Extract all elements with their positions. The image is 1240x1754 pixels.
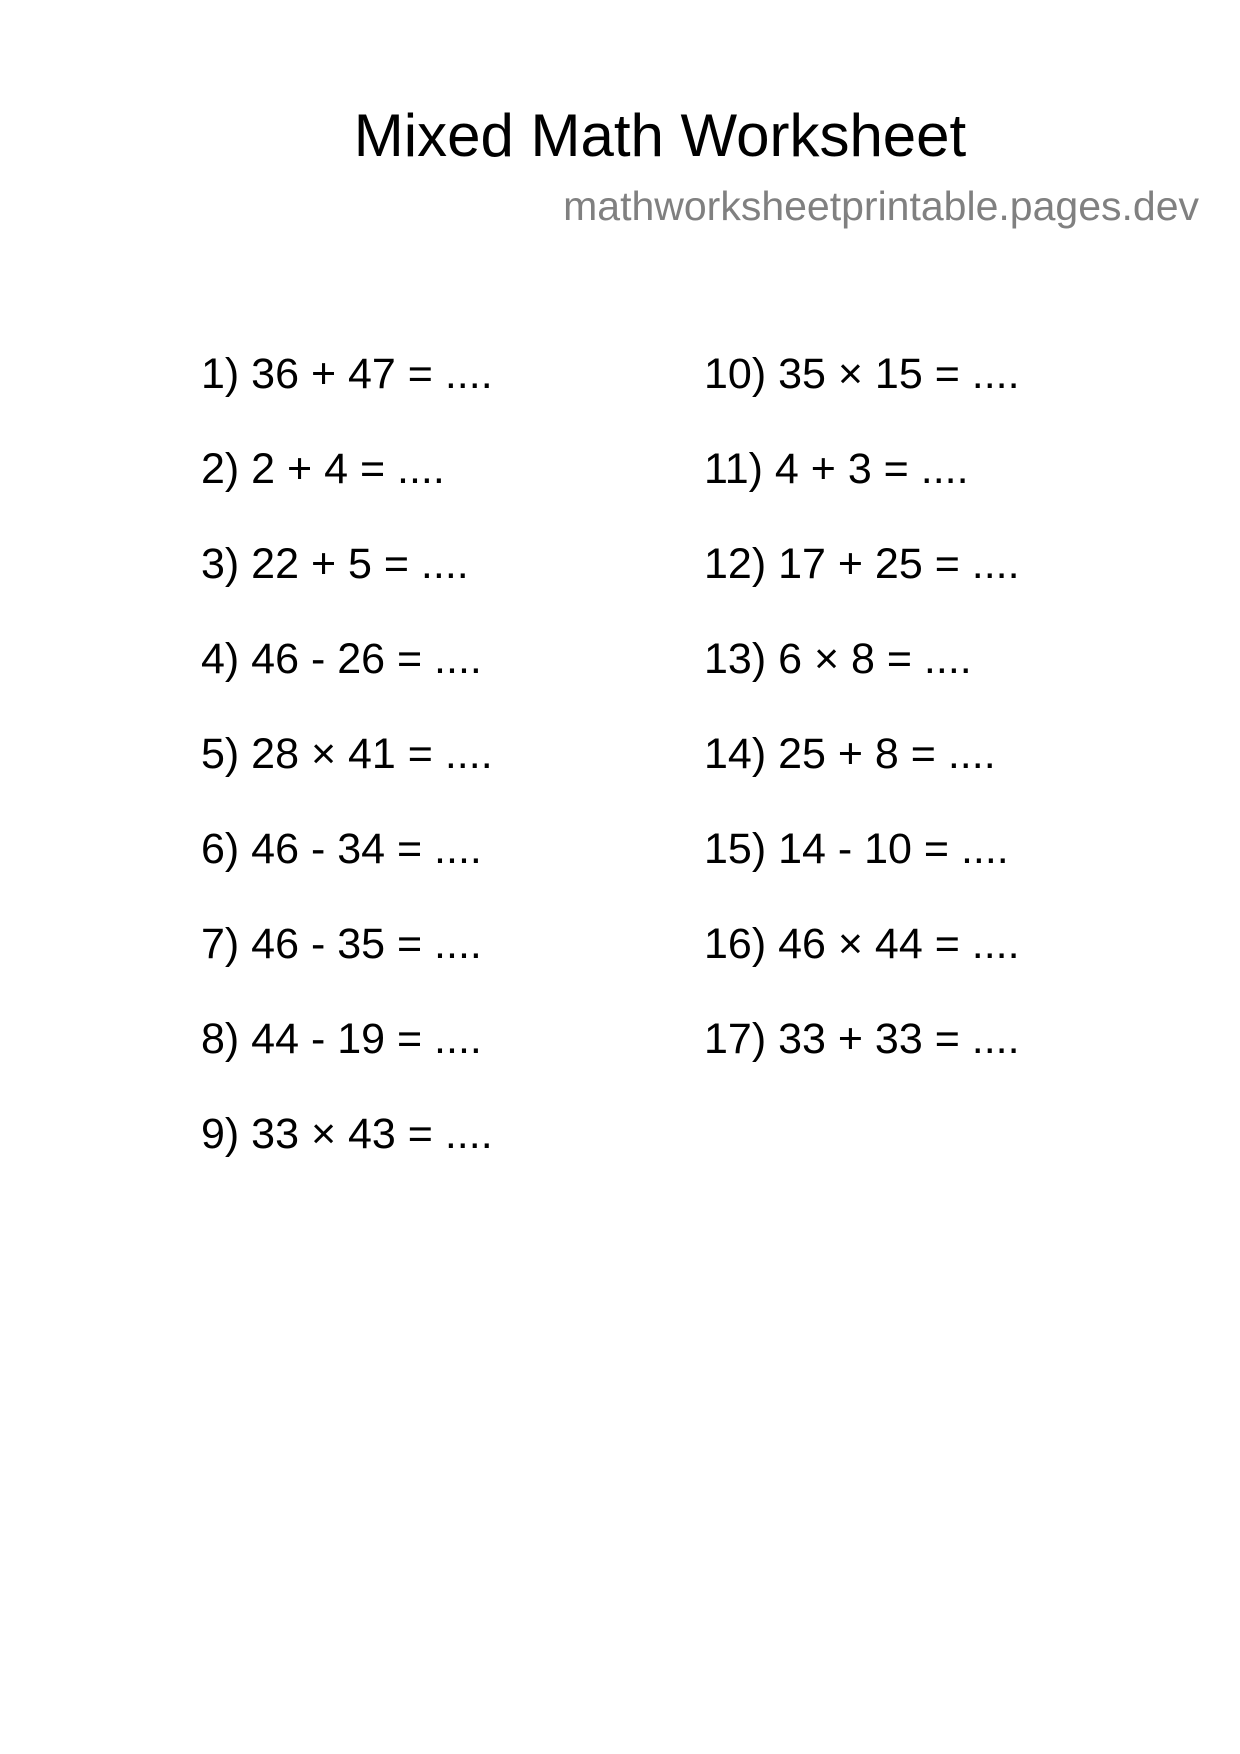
- problem-item: 8) 44 - 19 = ....: [201, 1015, 482, 1063]
- problem-item: 11) 4 + 3 = ....: [704, 445, 969, 493]
- problem-item: 5) 28 × 41 = ....: [201, 730, 493, 778]
- problem-item: 9) 33 × 43 = ....: [201, 1110, 493, 1158]
- problem-item: 15) 14 - 10 = ....: [704, 825, 1009, 873]
- problem-item: 13) 6 × 8 = ....: [704, 635, 972, 683]
- problem-item: 1) 36 + 47 = ....: [201, 350, 493, 398]
- source-url: mathworksheetprintable.pages.dev: [563, 183, 1199, 229]
- problem-item: 7) 46 - 35 = ....: [201, 920, 482, 968]
- problem-item: 10) 35 × 15 = ....: [704, 350, 1020, 398]
- problem-item: 16) 46 × 44 = ....: [704, 920, 1020, 968]
- problem-item: 6) 46 - 34 = ....: [201, 825, 482, 873]
- problems-column-left: [201, 346, 493, 1201]
- problem-item: 2) 2 + 4 = ....: [201, 445, 445, 493]
- worksheet-title: Mixed Math Worksheet: [353, 102, 967, 169]
- problem-item: 12) 17 + 25 = ....: [704, 540, 1020, 588]
- problem-item: 3) 22 + 5 = ....: [201, 540, 469, 588]
- problem-item: 17) 33 + 33 = ....: [704, 1015, 1020, 1063]
- problem-item: 14) 25 + 8 = ....: [704, 730, 996, 778]
- problems-column-right: [704, 346, 1020, 1106]
- problem-item: 4) 46 - 26 = ....: [201, 635, 482, 683]
